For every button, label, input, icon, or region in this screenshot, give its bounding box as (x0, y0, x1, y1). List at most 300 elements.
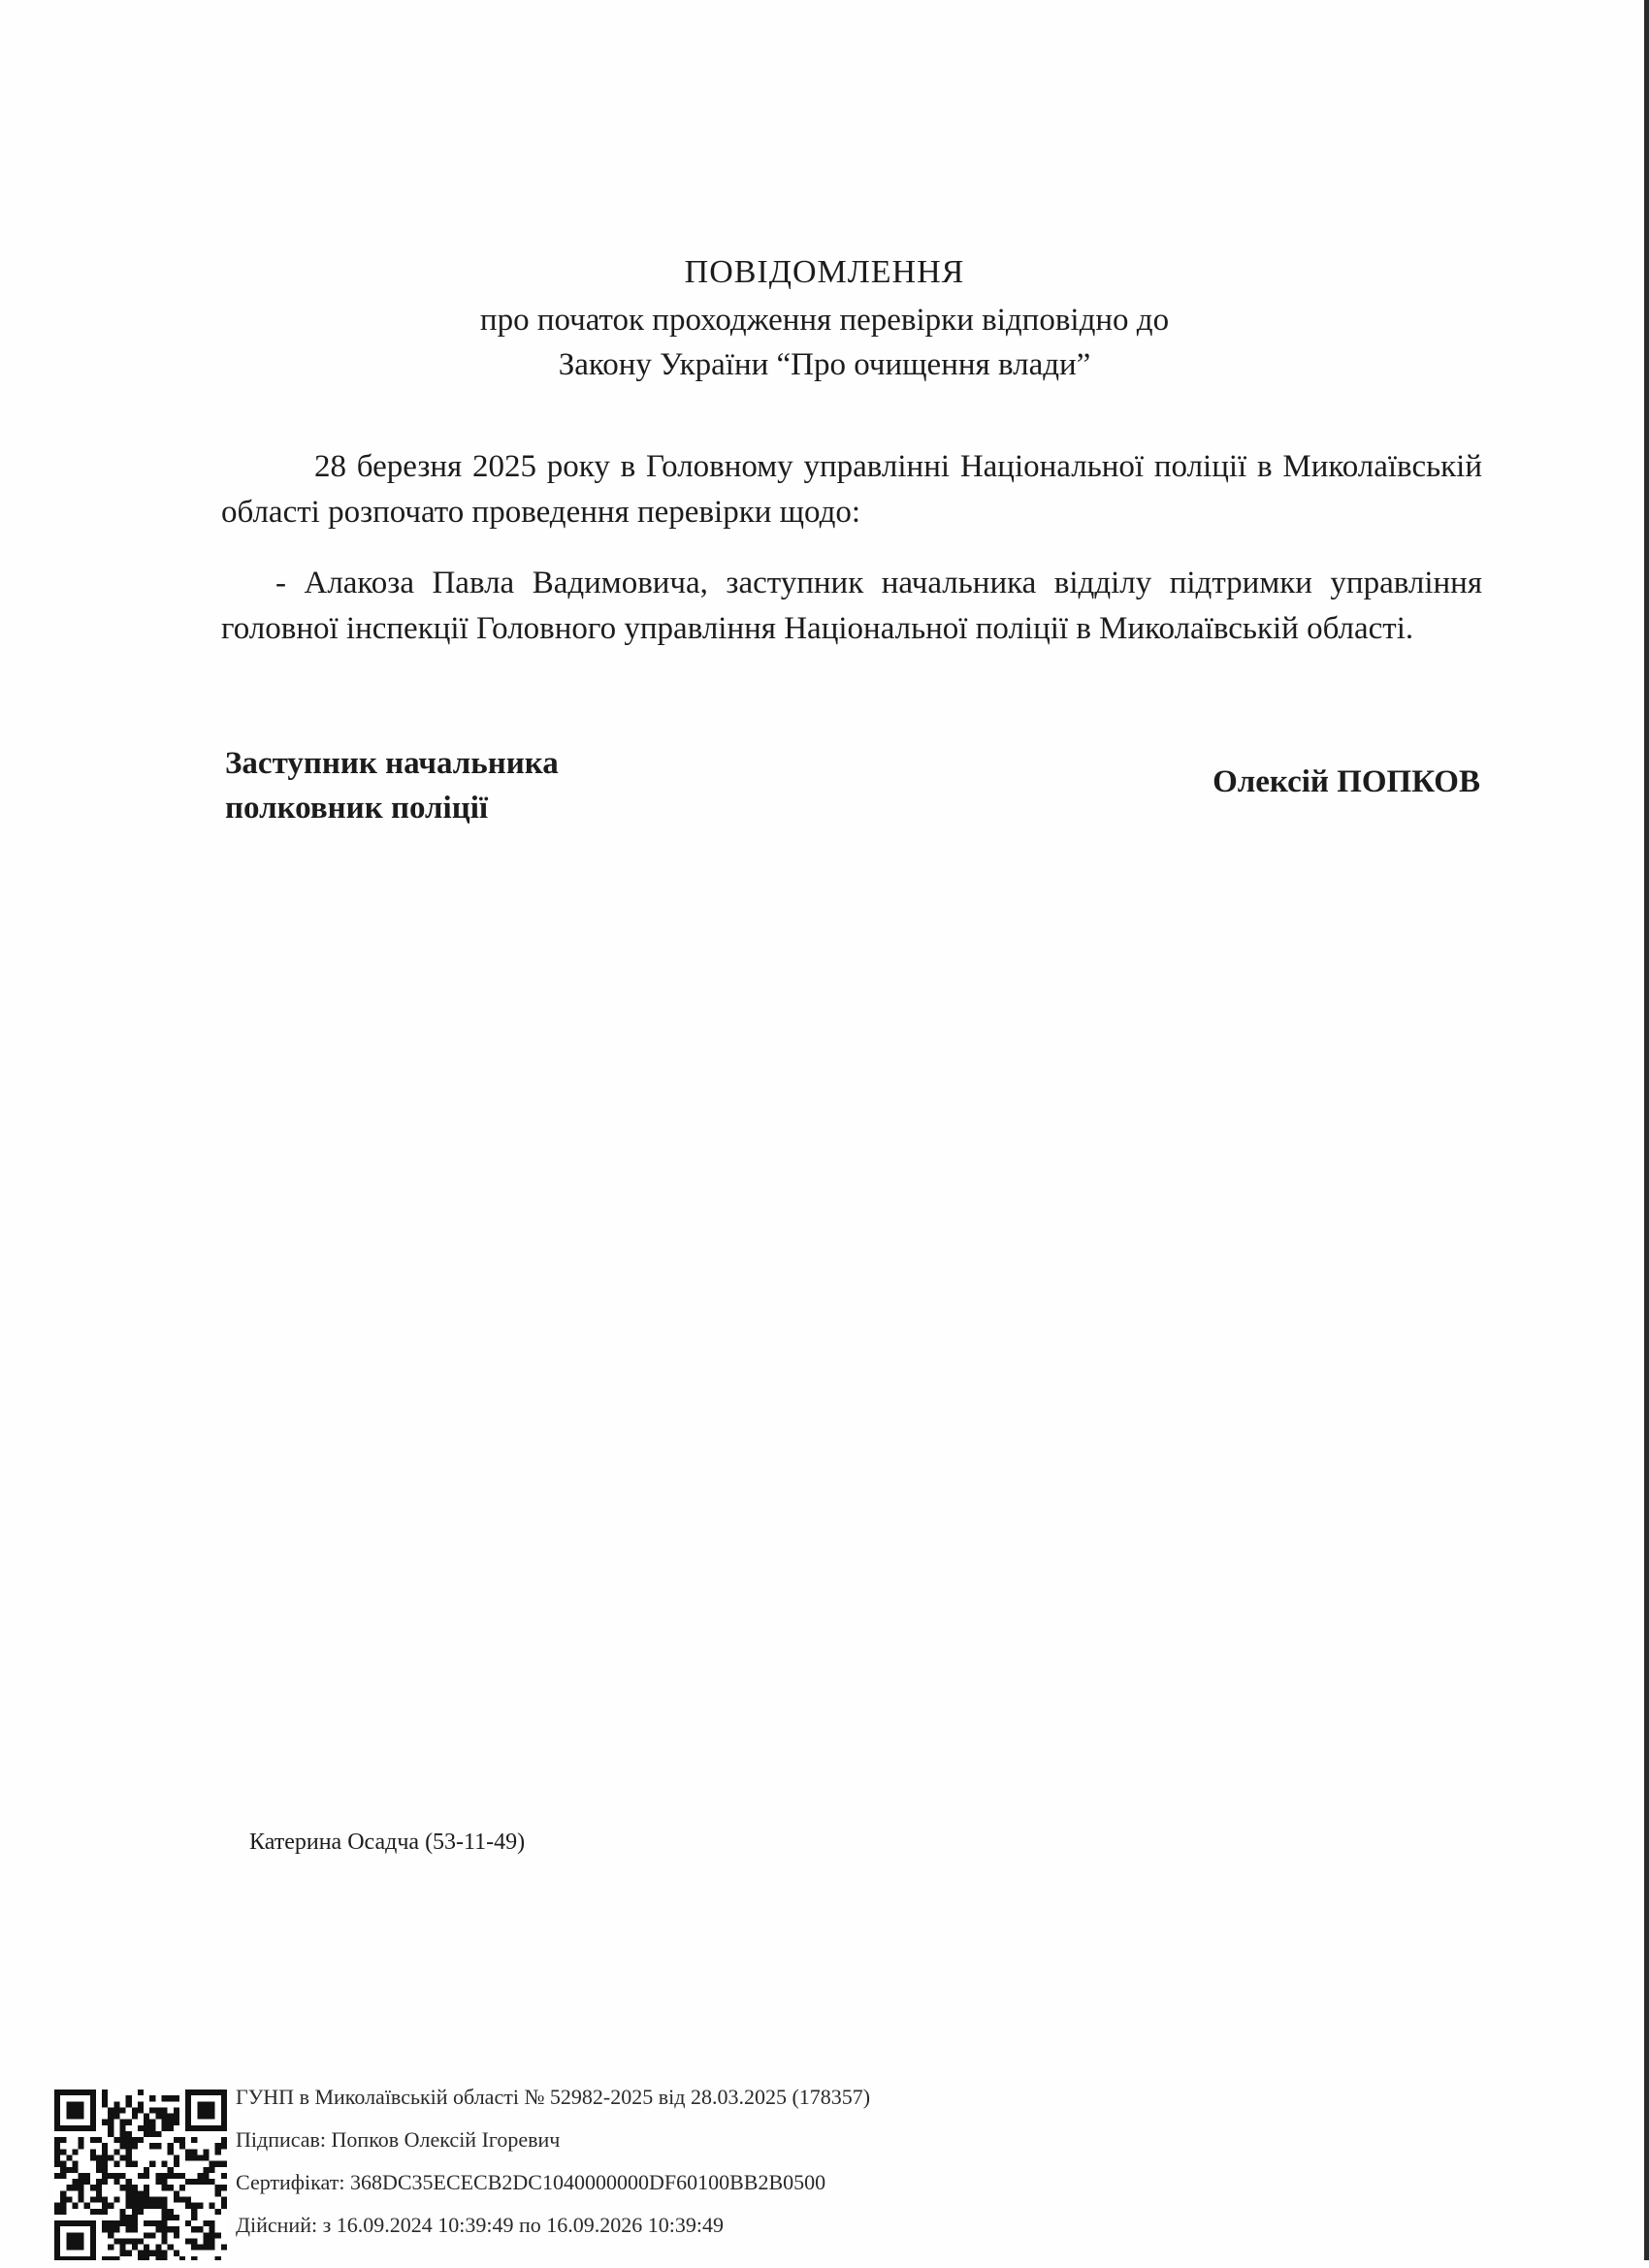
qr-module (108, 2245, 113, 2251)
qr-module (120, 2238, 126, 2244)
qr-module (72, 2179, 78, 2185)
qr-module (174, 2095, 179, 2101)
qr-module (126, 2215, 132, 2220)
qr-module (197, 2226, 203, 2232)
qr-module (54, 2173, 60, 2179)
qr-module (79, 2143, 84, 2149)
qr-module (161, 2196, 167, 2202)
qr-module (90, 2149, 96, 2155)
qr-module (84, 2173, 90, 2179)
qr-module (197, 2203, 203, 2209)
qr-module (149, 2251, 155, 2256)
qr-module (210, 2203, 215, 2209)
qr-module (108, 2107, 113, 2113)
qr-module (84, 2179, 90, 2185)
qr-module (108, 2155, 113, 2161)
qr-module (191, 2149, 197, 2155)
qr-module (108, 2131, 113, 2137)
qr-module (155, 2107, 161, 2113)
qr-module (66, 2185, 72, 2190)
qr-module (203, 2179, 209, 2185)
qr-module (66, 2167, 72, 2173)
qr-module (168, 2173, 174, 2179)
qr-module (72, 2203, 78, 2209)
qr-module (138, 2137, 144, 2143)
qr-module (54, 2209, 60, 2215)
qr-module (66, 2155, 72, 2161)
qr-module (161, 2226, 167, 2232)
qr-module (79, 2173, 84, 2179)
qr-module (79, 2185, 84, 2190)
qr-module (102, 2167, 108, 2173)
qr-module (96, 2190, 102, 2196)
qr-module (215, 2143, 221, 2149)
qr-module (168, 2143, 174, 2149)
signer-name: Олексій ПОПКОВ (1212, 764, 1480, 799)
qr-module (120, 2143, 126, 2149)
qr-module (203, 2245, 209, 2251)
qr-module (144, 2125, 149, 2131)
qr-module (215, 2190, 221, 2196)
qr-module (126, 2137, 132, 2143)
qr-module (126, 2203, 132, 2209)
qr-module (132, 2143, 138, 2149)
qr-module (149, 2095, 155, 2101)
qr-module (174, 2120, 179, 2125)
qr-module (132, 2238, 138, 2244)
qr-module (197, 2179, 203, 2185)
qr-module (144, 2114, 149, 2120)
qr-module (132, 2185, 138, 2190)
qr-module (72, 2185, 78, 2190)
qr-module (221, 2173, 227, 2179)
qr-module (120, 2215, 126, 2220)
qr-module (60, 2190, 66, 2196)
qr-module (126, 2226, 132, 2232)
qr-module (149, 2143, 155, 2149)
qr-module (185, 2238, 191, 2244)
page-bottom-edge (0, 2260, 1649, 2268)
signature-footer (236, 2076, 870, 2247)
qr-module (113, 2137, 119, 2143)
qr-module (203, 2155, 209, 2161)
qr-module (120, 2137, 126, 2143)
qr-module (120, 2120, 126, 2125)
qr-module (174, 2190, 179, 2196)
qr-module (149, 2220, 155, 2226)
qr-module (126, 2196, 132, 2202)
qr-module (120, 2125, 126, 2131)
qr-module (168, 2226, 174, 2232)
qr-module (161, 2232, 167, 2238)
qr-module (144, 2131, 149, 2137)
qr-module (215, 2232, 221, 2238)
qr-module (132, 2190, 138, 2196)
qr-module (144, 2185, 149, 2190)
qr-module (120, 2220, 126, 2226)
qr-module (179, 2137, 185, 2143)
qr-module (155, 2226, 161, 2232)
qr-module (185, 2196, 191, 2202)
qr-module (168, 2209, 174, 2215)
qr-module (79, 2179, 84, 2185)
qr-module (126, 2101, 132, 2107)
qr-module (168, 2114, 174, 2120)
qr-module (126, 2155, 132, 2161)
qr-module (54, 2155, 60, 2161)
qr-module (174, 2107, 179, 2113)
qr-module (174, 2196, 179, 2202)
body-paragraph-1: 28 березня 2025 року в Головному управлінні Національної поліції в Миколаївській області розпочато проведення перевірки щодо: (221, 449, 1482, 530)
qr-module (168, 2095, 174, 2101)
qr-module (144, 2190, 149, 2196)
qr-module (185, 2179, 191, 2185)
qr-module (221, 2143, 227, 2149)
qr-module (149, 2120, 155, 2125)
qr-module (161, 2173, 167, 2179)
qr-module (102, 2226, 108, 2232)
qr-module (191, 2226, 197, 2232)
qr-module (102, 2120, 108, 2125)
qr-module (102, 2173, 108, 2179)
qr-module (161, 2107, 167, 2113)
qr-module (79, 2137, 84, 2143)
qr-module (161, 2120, 167, 2125)
qr-module (215, 2185, 221, 2190)
qr-module (138, 2203, 144, 2209)
qr-module (132, 2203, 138, 2209)
qr-module (79, 2196, 84, 2202)
qr-module (126, 2131, 132, 2137)
qr-module (210, 2220, 215, 2226)
document-subtitle-line2: Закону України “Про очищення влади” (558, 347, 1091, 382)
qr-module (197, 2173, 203, 2179)
footer-signed-by: Підписав: Попков Олексій Ігоревич (236, 2127, 561, 2152)
qr-module (54, 2137, 60, 2143)
executor-contact: Катерина Осадча (53-11-49) (249, 1830, 526, 1855)
signer-position-line2: полковник поліції (225, 791, 489, 826)
qr-module (96, 2209, 102, 2215)
qr-code-icon (54, 2090, 227, 2262)
qr-module (174, 2251, 179, 2256)
qr-module (174, 2226, 179, 2232)
qr-module (155, 2173, 161, 2179)
qr-module (102, 2149, 108, 2155)
qr-module (96, 2185, 102, 2190)
qr-module (197, 2245, 203, 2251)
qr-module (191, 2245, 197, 2251)
qr-module (203, 2149, 209, 2155)
qr-module (113, 2220, 119, 2226)
qr-module (132, 2226, 138, 2232)
qr-module (138, 2090, 144, 2095)
qr-module (161, 2238, 167, 2244)
qr-module (168, 2149, 174, 2155)
qr-module (149, 2232, 155, 2238)
qr-module (126, 2190, 132, 2196)
qr-module (102, 2101, 108, 2107)
qr-module (60, 2167, 66, 2173)
qr-module (113, 2161, 119, 2167)
qr-module (161, 2185, 167, 2190)
qr-module (161, 2095, 167, 2101)
qr-module (96, 2179, 102, 2185)
footer-registration: ГУНП в Миколаївській області № 52982-2025 від 28.03.2025 (178357) (236, 2085, 871, 2109)
qr-module (113, 2107, 119, 2113)
qr-module (60, 2149, 66, 2155)
qr-module (221, 2245, 227, 2251)
qr-module (84, 2203, 90, 2209)
qr-module (144, 2245, 149, 2251)
qr-module (221, 2203, 227, 2209)
qr-module (132, 2209, 138, 2215)
qr-module (221, 2185, 227, 2190)
qr-module (66, 2196, 72, 2202)
qr-module (161, 2209, 167, 2215)
qr-module (138, 2196, 144, 2202)
qr-module (191, 2238, 197, 2244)
qr-module (113, 2114, 119, 2120)
qr-module (96, 2155, 102, 2161)
qr-module (144, 2173, 149, 2179)
qr-module (108, 2226, 113, 2232)
qr-module (174, 2155, 179, 2161)
qr-module (161, 2251, 167, 2256)
qr-module (102, 2203, 108, 2209)
qr-module (144, 2120, 149, 2125)
qr-module (102, 2143, 108, 2149)
qr-module (144, 2196, 149, 2202)
qr-module (155, 2251, 161, 2256)
qr-module (108, 2125, 113, 2131)
qr-module (210, 2161, 215, 2167)
qr-module (168, 2185, 174, 2190)
qr-module (126, 2251, 132, 2256)
qr-module (149, 2203, 155, 2209)
qr-module (138, 2238, 144, 2244)
qr-module (155, 2143, 161, 2149)
qr-module (132, 2215, 138, 2220)
qr-module (185, 2149, 191, 2155)
qr-module (161, 2179, 167, 2185)
qr-module (191, 2203, 197, 2209)
qr-module (179, 2196, 185, 2202)
qr-module (174, 2137, 179, 2143)
signer-position (225, 741, 559, 830)
qr-module (155, 2196, 161, 2202)
qr-module (132, 2137, 138, 2143)
qr-module (102, 2179, 108, 2185)
qr-module (60, 2209, 66, 2215)
qr-module (126, 2161, 132, 2167)
qr-module (185, 2220, 191, 2226)
document-subtitle-line1: про початок проходження перевірки відповідно до (479, 303, 1170, 338)
qr-module (185, 2203, 191, 2209)
qr-module (155, 2114, 161, 2120)
qr-module (179, 2185, 185, 2190)
qr-module (108, 2232, 113, 2238)
qr-module (149, 2131, 155, 2137)
document-title: ПОВІДОМЛЕННЯ (684, 254, 965, 290)
qr-module (138, 2251, 144, 2256)
qr-module (149, 2107, 155, 2113)
qr-module (120, 2209, 126, 2215)
qr-module (174, 2232, 179, 2238)
qr-module (72, 2167, 78, 2173)
qr-module (102, 2095, 108, 2101)
qr-module (161, 2215, 167, 2220)
qr-module (108, 2220, 113, 2226)
qr-module (144, 2167, 149, 2173)
qr-module (120, 2185, 126, 2190)
qr-module (155, 2220, 161, 2226)
qr-module (191, 2215, 197, 2220)
qr-module (191, 2179, 197, 2185)
qr-module (126, 2143, 132, 2149)
qr-module (113, 2179, 119, 2185)
scan-edge (1644, 0, 1649, 2268)
qr-module (203, 2232, 209, 2238)
qr-module (96, 2196, 102, 2202)
qr-module (79, 2190, 84, 2196)
qr-module (60, 2203, 66, 2209)
qr-module (174, 2161, 179, 2167)
qr-module (126, 2095, 132, 2101)
qr-module (126, 2149, 132, 2155)
qr-module (155, 2203, 161, 2209)
qr-module (215, 2209, 221, 2215)
qr-module (215, 2149, 221, 2155)
qr-module (96, 2161, 102, 2167)
qr-module (168, 2167, 174, 2173)
footer-certificate: Сертифікат: 368DC35ECECB2DC1040000000DF60100BB2B0500 (236, 2170, 826, 2194)
qr-module (126, 2120, 132, 2125)
qr-module (113, 2149, 119, 2155)
qr-module (179, 2143, 185, 2149)
qr-module (132, 2107, 138, 2113)
qr-module (102, 2209, 108, 2215)
qr-module (149, 2161, 155, 2167)
qr-module (144, 2251, 149, 2256)
qr-module (102, 2220, 108, 2226)
qr-module (174, 2114, 179, 2120)
qr-module (126, 2179, 132, 2185)
qr-module (113, 2173, 119, 2179)
qr-module (126, 2185, 132, 2190)
qr-module (161, 2114, 167, 2120)
qr-module (168, 2125, 174, 2131)
qr-module (161, 2203, 167, 2209)
qr-module (138, 2125, 144, 2131)
qr-module (203, 2238, 209, 2244)
qr-module (185, 2155, 191, 2161)
qr-module (191, 2209, 197, 2215)
qr-module (138, 2173, 144, 2179)
qr-module (60, 2173, 66, 2179)
qr-module (54, 2161, 60, 2167)
qr-module (155, 2179, 161, 2185)
qr-module (191, 2137, 197, 2143)
qr-module (132, 2114, 138, 2120)
qr-module (102, 2161, 108, 2167)
body-paragraph-2: - Алакоза Павла Вадимовича, заступник начальника відділу підтримки управління головної інспекції Головного управління Національної поліції в Миколаївській області. (221, 566, 1482, 646)
qr-module (113, 2238, 119, 2244)
qr-module (60, 2137, 66, 2143)
qr-module (138, 2190, 144, 2196)
qr-module (96, 2137, 102, 2143)
qr-module (168, 2215, 174, 2220)
qr-module (60, 2196, 66, 2202)
qr-module (60, 2161, 66, 2167)
qr-module (161, 2125, 167, 2131)
qr-module (132, 2161, 138, 2167)
qr-module (108, 2114, 113, 2120)
qr-module (120, 2173, 126, 2179)
qr-module (132, 2196, 138, 2202)
qr-module (90, 2209, 96, 2215)
qr-module (120, 2107, 126, 2113)
qr-module (179, 2173, 185, 2179)
qr-module (138, 2209, 144, 2215)
qr-module (144, 2220, 149, 2226)
qr-module (144, 2232, 149, 2238)
qr-module (120, 2245, 126, 2251)
qr-module (132, 2220, 138, 2226)
qr-module (126, 2220, 132, 2226)
qr-module (54, 2203, 60, 2209)
qr-module (54, 2143, 60, 2149)
qr-module (155, 2245, 161, 2251)
qr-module (149, 2196, 155, 2202)
signer-position-line1: Заступник начальника (225, 746, 559, 781)
qr-module (210, 2226, 215, 2232)
qr-module (120, 2131, 126, 2137)
qr-module (174, 2173, 179, 2179)
qr-module (210, 2167, 215, 2173)
qr-module (138, 2107, 144, 2113)
qr-module (90, 2155, 96, 2161)
qr-module (149, 2125, 155, 2131)
qr-module (221, 2161, 227, 2167)
qr-module (90, 2196, 96, 2202)
qr-module (96, 2167, 102, 2173)
qr-module (138, 2101, 144, 2107)
qr-module (155, 2131, 161, 2137)
qr-module (108, 2173, 113, 2179)
qr-module (102, 2090, 108, 2095)
qr-module (191, 2155, 197, 2161)
qr-module (113, 2196, 119, 2202)
qr-module (221, 2196, 227, 2202)
qr-module (210, 2232, 215, 2238)
qr-module (203, 2167, 209, 2173)
qr-module (108, 2120, 113, 2125)
qr-module (126, 2238, 132, 2244)
qr-module (54, 2149, 60, 2155)
qr-module (215, 2161, 221, 2167)
qr-module (161, 2161, 167, 2167)
qr-module (108, 2203, 113, 2209)
qr-module (221, 2137, 227, 2143)
qr-module (132, 2245, 138, 2251)
qr-module (203, 2220, 209, 2226)
qr-module (174, 2215, 179, 2220)
qr-module (72, 2161, 78, 2167)
qr-module (197, 2155, 203, 2161)
qr-module (113, 2101, 119, 2107)
qr-module (72, 2149, 78, 2155)
qr-module (210, 2238, 215, 2244)
